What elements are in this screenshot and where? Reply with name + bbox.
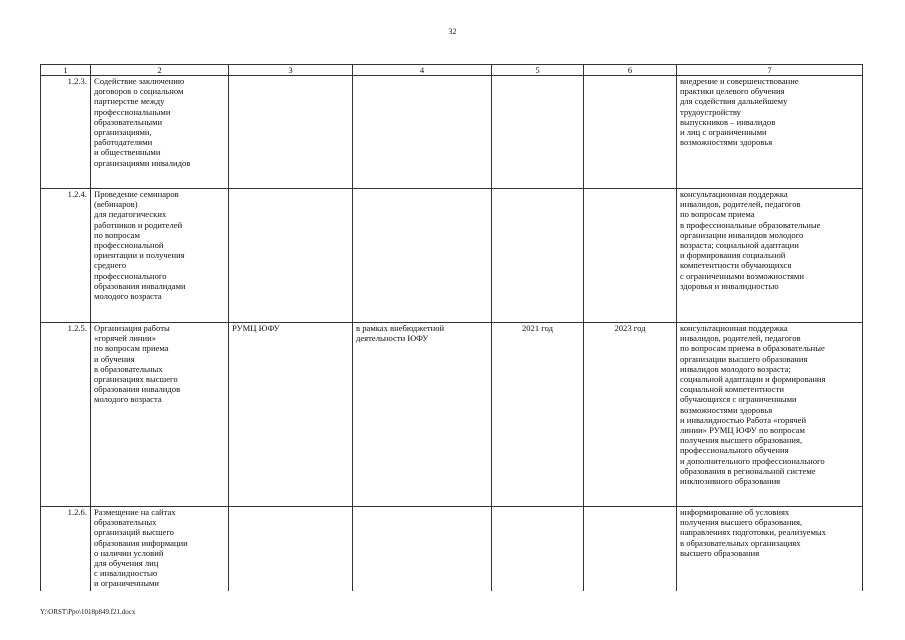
column-header: 7	[677, 65, 863, 76]
end-date-cell	[584, 507, 677, 592]
row-number: 1.2.5.	[41, 323, 91, 507]
row-number: 1.2.4.	[41, 189, 91, 323]
page-number: 32	[448, 27, 457, 36]
column-header: 2	[91, 65, 229, 76]
executor-cell: РУМЦ ЮФУ	[229, 323, 353, 507]
result-cell: информирование об условиях получения высшего образования, направлениях подготовки, реализуемых в образовательных организациях высшего образования	[677, 507, 863, 592]
start-date-cell	[492, 189, 584, 323]
start-date-cell	[492, 76, 584, 189]
result-cell: консультационная поддержка инвалидов, родителей, педагогов по вопросам приема в образовательные организации высшего образования инвалидов молодого возраста; социальной адаптации и формирования социальной компетентности обучающихся с ограниченными возможностями здоровья и инвалидностью Работа «горячей линии» РУМЦ ЮФУ по вопросам получения высшего образования, профессионального обучения и дополнительного профессионального образования в региональной системе инклюзивного образования	[677, 323, 863, 507]
activity-cell: Организация работы «горячей линии» по вопросам приема и обучения в образовательных организациях высшего образования инвалидов молодого возраста	[91, 323, 229, 507]
table-row	[41, 76, 863, 189]
activity-cell: Содействие заключению договоров о социальном партнерстве между профессиональными образовательными организациями, работодателями и общественными организациями инвалидов	[91, 76, 229, 189]
end-date-cell	[584, 76, 677, 189]
table-row	[41, 323, 863, 507]
funding-cell	[353, 76, 492, 189]
start-date-cell	[492, 507, 584, 592]
executor-cell	[229, 76, 353, 189]
table-row	[41, 189, 863, 323]
funding-cell: в рамках внебюджетной деятельности ЮФУ	[353, 323, 492, 507]
plan-table	[40, 64, 863, 591]
activity-cell: Проведение семинаров (вебинаров) для педагогических работников и родителей по вопросам профессиональной ориентации и получения среднего профессионального образования инвалидами молодого возраста	[91, 189, 229, 323]
row-number: 1.2.6.	[41, 507, 91, 592]
funding-cell	[353, 189, 492, 323]
start-date-cell: 2021 год	[492, 323, 584, 507]
table-row	[41, 507, 863, 592]
activity-cell: Размещение на сайтах образовательных организаций высшего образования информации о наличии условий для обучения лиц с инвалидностью и ограниченными	[91, 507, 229, 592]
column-header: 6	[584, 65, 677, 76]
executor-cell	[229, 189, 353, 323]
end-date-cell	[584, 189, 677, 323]
column-header: 3	[229, 65, 353, 76]
footer-file-path: Y:\ORST\Ppo\1018p849.f21.docx	[40, 608, 136, 616]
executor-cell	[229, 507, 353, 592]
column-header: 4	[353, 65, 492, 76]
end-date-cell: 2023 год	[584, 323, 677, 507]
result-cell: внедрение и совершенствование практики целевого обучения для содействия дальнейшему трудоустройству выпускников – инвалидов и лиц с ограниченными возможностями здоровья	[677, 76, 863, 189]
column-header: 1	[41, 65, 91, 76]
row-number: 1.2.3.	[41, 76, 91, 189]
result-cell: консультационная поддержка инвалидов, родителей, педагогов по вопросам приема в профессиональные образовательные организации инвалидов молодого возраста; социальной адаптации и формирования социальной компетентности обучающихся с ограниченными возможностями здоровья и инвалидностью	[677, 189, 863, 323]
funding-cell	[353, 507, 492, 592]
column-header: 5	[492, 65, 584, 76]
table-header-row	[41, 65, 863, 76]
